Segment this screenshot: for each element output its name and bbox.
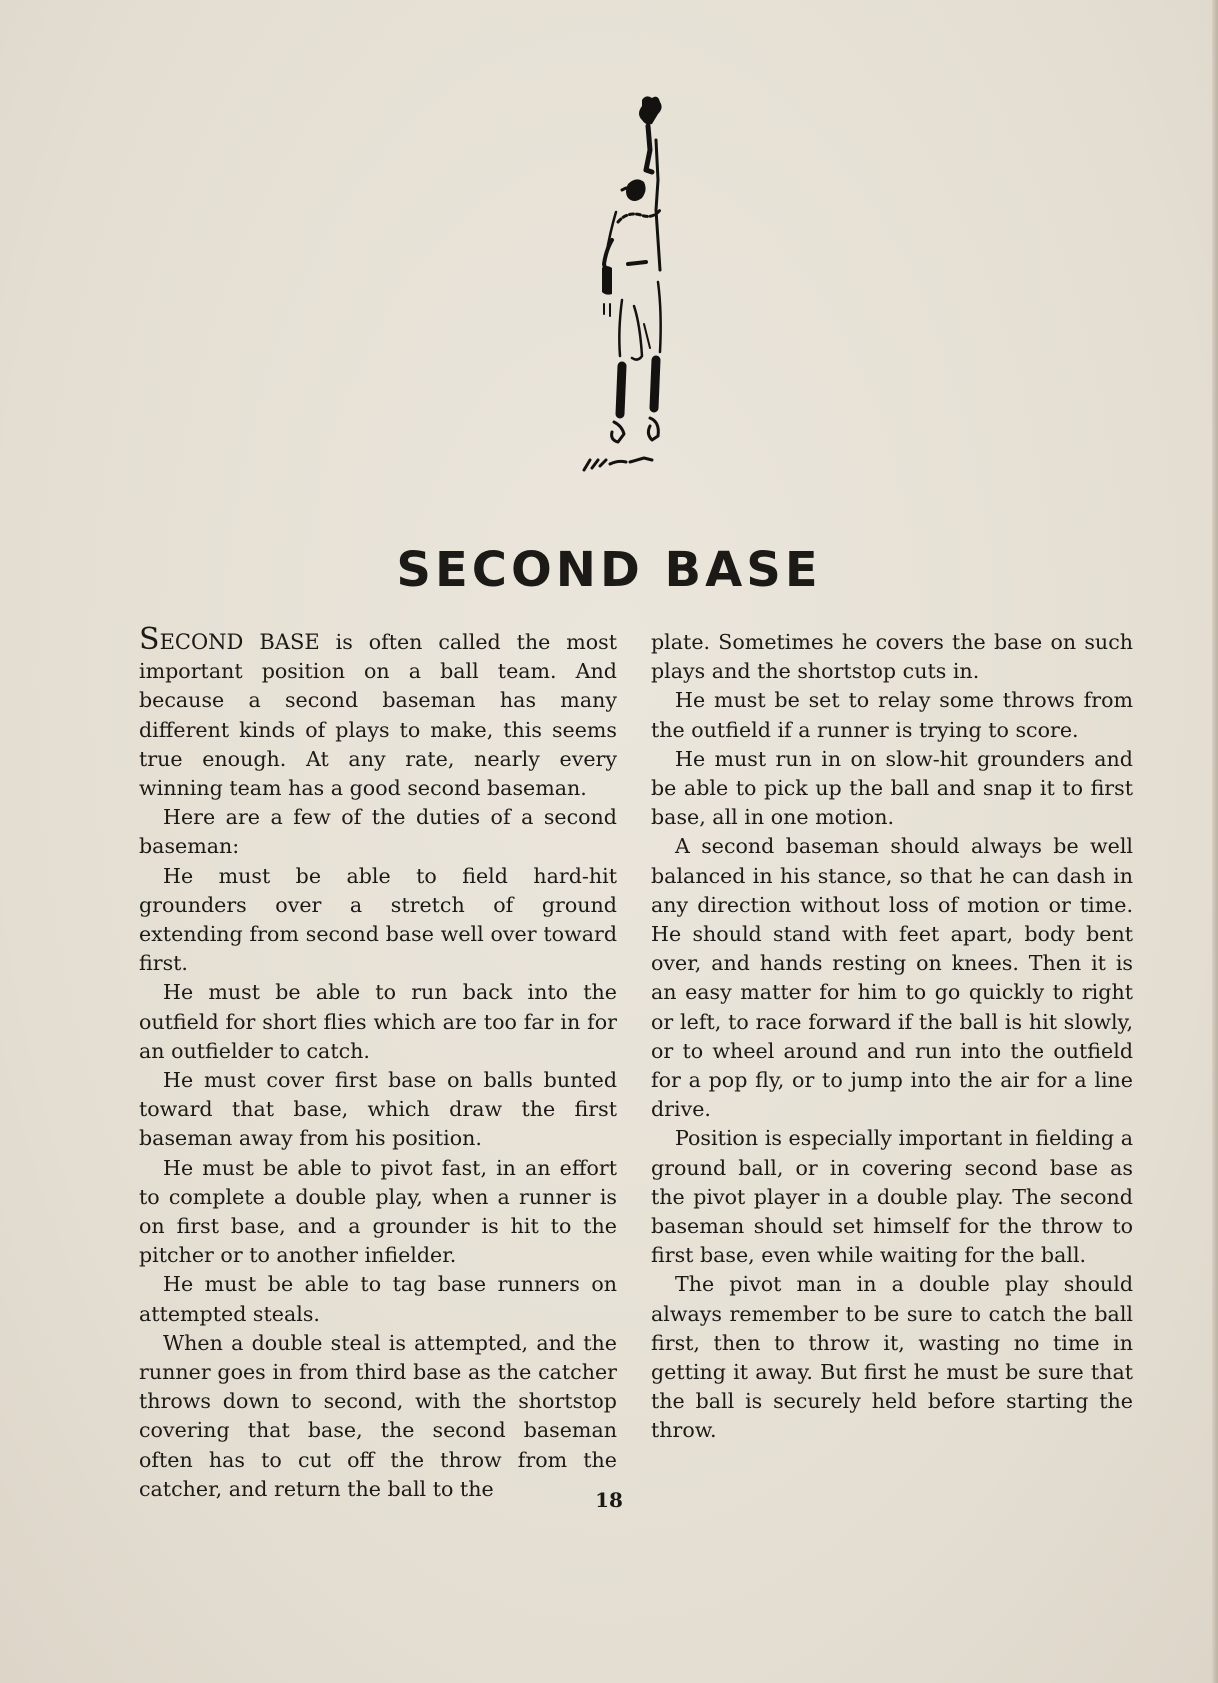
right-column <box>651 628 1133 1446</box>
paragraph: He must be able to run back into the outfield for short flies which are too far in for an outfielder to catch. <box>139 980 617 1063</box>
continued-paragraph: plate. Sometimes he covers the base on such plays and the shortstop cuts in. <box>651 630 1133 684</box>
paragraph: He must be able to field hard-hit grounders over a stretch of ground extending from second base well over toward first. <box>139 863 617 976</box>
lead-paragraph <box>139 622 617 803</box>
page-title: SECOND BASE <box>396 542 822 598</box>
paragraph: He must be able to pivot fast, in an effort to complete a double play, when a runner is on first base, and a grounder is hit to the pitcher or to another infielder. <box>139 1155 617 1268</box>
lead-smallcaps: ECOND BASE <box>159 630 320 654</box>
drop-cap: S <box>139 622 160 657</box>
paragraph: He must run in on slow-hit grounders and be able to pick up the ball and snap it to first base, all in one motion. <box>651 746 1133 830</box>
page-edge <box>1212 0 1218 1683</box>
paragraph: Here are a few of the duties of a second baseman: <box>139 805 617 859</box>
baseball-player-catching-icon <box>560 92 690 512</box>
paragraph: He must cover first base on balls bunted toward that base, which draw the first baseman away from his position. <box>139 1068 617 1151</box>
paragraph: The pivot man in a double play should always remember to be sure to catch the ball first, then to throw it, wasting no time in getting it away. But first he must be sure that the ball is securely held before starting the throw. <box>651 1272 1133 1443</box>
paragraph: A second baseman should always be well balanced in his stance, so that he can dash in any direction without loss of motion or time. He should stand with feet apart, body bent over, and hands resting on knees. Then it is an easy matter for him to go quickly to right or left, to race forward if the ball is hit slowly, or to wheel around and run into the outfield for a pop fly, or to jump into the air for a line drive. <box>651 834 1133 1122</box>
paragraph: Position is especially important in fielding a ground ball, or in covering second base as the pivot player in a double play. The second baseman should set himself for the throw to first base, even while waiting for the ball. <box>651 1126 1133 1268</box>
page-number: 18 <box>595 1488 623 1512</box>
paragraph: He must be able to tag base runners on attempted steals. <box>139 1272 617 1326</box>
paragraph: When a double steal is attempted, and the runner goes in from third base as the catcher throws down to second, with the shortstop covering that base, the second baseman often has to cut off the throw from the catcher, and return the ball to the <box>139 1330 617 1501</box>
paragraph: He must be set to relay some throws from the outfield if a runner is trying to score. <box>651 688 1133 742</box>
lead-text: is often called the most important position on a ball team. And because a second baseman has many different kinds of plays to make, this seems true enough. At any rate, nearly every winning team has a good second baseman. <box>139 630 617 801</box>
left-column <box>139 622 617 1504</box>
